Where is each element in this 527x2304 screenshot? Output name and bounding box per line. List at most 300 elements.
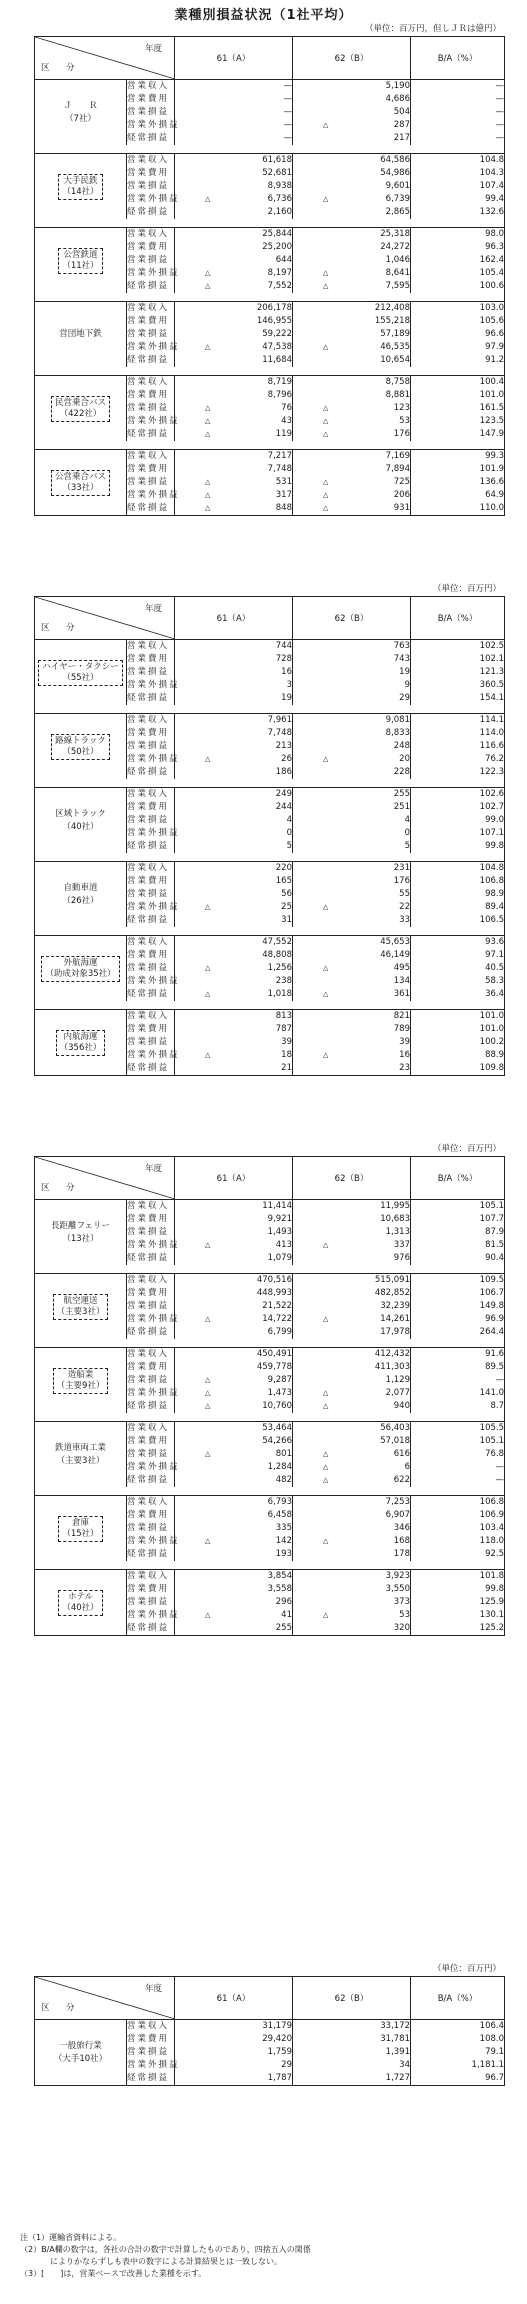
industry-label-cell [35, 1274, 127, 1340]
row-item-label: 営業損益 [127, 1301, 170, 1311]
row-item-label: 営業費用 [127, 876, 170, 886]
value-text: 1,473 [267, 1388, 292, 1398]
value-text: 7,748 [267, 464, 292, 474]
row-item-label: 営業収入 [127, 229, 170, 239]
row-item-label: 営業外損益 [127, 120, 180, 130]
value-text: 142 [275, 1536, 292, 1546]
row-item-label: 営業費用 [127, 1024, 170, 1034]
value-text: 57,189 [380, 329, 410, 339]
value-text: 743 [393, 654, 410, 664]
negative-mark: △ [205, 269, 211, 277]
row-item-label: 営業外損益 [127, 1388, 180, 1398]
group-spacer [35, 145, 505, 154]
negative-mark: △ [323, 1315, 329, 1323]
ratio-value: 162.4 [411, 254, 505, 267]
value-text: 52,681 [262, 168, 292, 178]
industry-name: 航空運送 [63, 1295, 98, 1306]
value-text: 186 [275, 767, 292, 777]
ratio-value: 97.9 [411, 341, 505, 354]
value-text: 8,641 [385, 268, 410, 278]
value-fy62 [293, 1609, 411, 1622]
ratio-value: — [411, 119, 505, 132]
ratio-value: 123.5 [411, 415, 505, 428]
value-text: 504 [393, 107, 410, 117]
value-fy62 [293, 476, 411, 489]
value-fy62 [293, 206, 411, 219]
value-fy62 [293, 1036, 411, 1049]
value-fy62 [293, 975, 411, 988]
ratio-value: 109.5 [411, 1274, 505, 1288]
row-item-label: 営業外損益 [127, 976, 180, 986]
header-year-label: 年度 [144, 44, 162, 54]
header-fy62: 62（B） [293, 1157, 411, 1200]
group-spacer [35, 1561, 505, 1570]
value-fy61 [175, 801, 293, 814]
ratio-value: — [411, 1474, 505, 1487]
value-fy62 [293, 653, 411, 666]
value-fy62 [293, 1062, 411, 1076]
value-text: 220 [275, 863, 292, 873]
value-text: 54,986 [380, 168, 410, 178]
negative-mark: △ [205, 755, 211, 763]
negative-mark: △ [205, 282, 211, 290]
value-text: 193 [275, 1549, 292, 1559]
ratio-value: 100.6 [411, 280, 505, 293]
value-fy62 [293, 988, 411, 1001]
table-row [35, 788, 505, 802]
ratio-value: 88.9 [411, 1049, 505, 1062]
value-fy62 [293, 1509, 411, 1522]
unit-label: （単位：百万円） [432, 1964, 501, 1974]
footnote-1: 注（1）運輸省資料による。 [20, 2233, 122, 2242]
industry-group [35, 936, 505, 1010]
value-text: 56,403 [380, 1423, 410, 1433]
value-fy61 [175, 788, 293, 802]
negative-mark: △ [323, 1389, 329, 1397]
industry-name: ハイヤー・タクシー [42, 661, 119, 672]
ratio-value: 114.0 [411, 727, 505, 740]
value-text: 25,200 [262, 242, 292, 252]
value-text: 4 [286, 815, 292, 825]
ratio-value: 114.1 [411, 714, 505, 728]
row-item-label: 営業外損益 [127, 754, 180, 764]
industry-label-cell [35, 936, 127, 1002]
table-row [35, 80, 505, 94]
value-text: 25 [281, 902, 292, 912]
industry-company-count: （11社） [62, 260, 99, 271]
value-text: 6,458 [267, 1510, 292, 1520]
value-text: 3,558 [267, 1584, 292, 1594]
footnote-2-cont: によりかならずしも表中の数字による計算結果とは一致しない。 [50, 2257, 282, 2266]
row-item-label: 営業収入 [127, 1423, 170, 1433]
negative-mark: △ [205, 1051, 211, 1059]
row-item-label: 営業外損益 [127, 416, 180, 426]
ratio-value: 105.6 [411, 315, 505, 328]
value-fy62 [293, 341, 411, 354]
industry-label-cell [35, 862, 127, 928]
improved-industry-box [38, 660, 123, 686]
negative-mark: △ [323, 404, 329, 412]
value-fy62 [293, 888, 411, 901]
value-fy61 [175, 666, 293, 679]
value-fy61 [175, 2046, 293, 2059]
table-row [35, 302, 505, 316]
value-text: 11,995 [380, 1201, 410, 1211]
value-fy62 [293, 801, 411, 814]
row-item-label: 営業外損益 [127, 1462, 180, 1472]
value-text: 976 [393, 1253, 410, 1263]
value-text: 45,653 [380, 937, 410, 947]
value-text: 39 [399, 1037, 410, 1047]
ratio-value: 104.8 [411, 862, 505, 876]
row-item-label: 営業費用 [127, 168, 170, 178]
unit-label: （単位：百万円） [432, 584, 501, 594]
ratio-value: 105.1 [411, 1200, 505, 1214]
row-item-label: 営業外損益 [127, 680, 180, 690]
industry-group [35, 714, 505, 788]
value-fy62 [293, 1435, 411, 1448]
value-fy61 [175, 341, 293, 354]
ratio-value: 125.2 [411, 1622, 505, 1636]
row-item-label: 営業損益 [127, 329, 170, 339]
value-text: 2,865 [385, 207, 410, 217]
value-fy61 [175, 1596, 293, 1609]
value-text: 5 [286, 841, 292, 851]
value-fy62 [293, 714, 411, 728]
industry-company-count: （422社） [59, 408, 102, 419]
table-row [35, 1010, 505, 1024]
value-text: 3,550 [385, 1584, 410, 1594]
ratio-value: 122.3 [411, 766, 505, 779]
value-fy61 [175, 1252, 293, 1265]
value-fy62 [293, 936, 411, 950]
value-text: 18 [281, 1050, 292, 1060]
industry-group [35, 2020, 505, 2086]
value-text: 228 [393, 767, 410, 777]
value-text: 64,586 [380, 155, 410, 165]
ratio-value: — [411, 93, 505, 106]
ratio-value: 105.4 [411, 267, 505, 280]
value-fy62 [293, 1622, 411, 1636]
industry-group [35, 1200, 505, 1274]
value-fy61 [175, 415, 293, 428]
value-fy61 [175, 1622, 293, 1636]
value-fy62 [293, 254, 411, 267]
table-row [35, 714, 505, 728]
negative-mark: △ [205, 491, 211, 499]
industry-label-cell [35, 2020, 127, 2086]
row-item-label: 営業損益 [127, 403, 170, 413]
negative-mark: △ [323, 1476, 329, 1484]
ratio-value: 107.1 [411, 827, 505, 840]
value-fy61 [175, 1274, 293, 1288]
value-text: 76 [281, 403, 292, 413]
value-text: 46,149 [380, 950, 410, 960]
value-text: 1,787 [267, 2073, 292, 2083]
value-text: 25,844 [262, 229, 292, 239]
value-fy61 [175, 1361, 293, 1374]
value-fy61 [175, 476, 293, 489]
ratio-value: 64.9 [411, 489, 505, 502]
row-item-label: 営業収入 [127, 303, 170, 313]
value-text: 9,601 [385, 181, 410, 191]
value-fy61 [175, 1400, 293, 1413]
value-fy62 [293, 914, 411, 927]
value-fy62 [293, 402, 411, 415]
improved-industry-box [53, 1294, 109, 1320]
profit-loss-table [34, 1156, 505, 1636]
row-item-label: 営業費用 [127, 94, 170, 104]
value-fy61 [175, 1583, 293, 1596]
header-corner [35, 1977, 175, 2020]
value-fy61 [175, 80, 293, 94]
value-text: 20 [399, 754, 410, 764]
value-text: 482,852 [374, 1288, 410, 1298]
value-text: 59,222 [262, 329, 292, 339]
value-fy62 [293, 119, 411, 132]
ratio-value: 101.0 [411, 1023, 505, 1036]
value-text: 5,190 [385, 81, 410, 91]
row-item-label: 経常損益 [127, 693, 170, 703]
value-text: 459,778 [256, 1362, 292, 1372]
table-row [35, 640, 505, 654]
value-text: 8,719 [267, 377, 292, 387]
ratio-value: 1,181.1 [411, 2059, 505, 2072]
industry-company-count: （356社） [59, 1042, 102, 1053]
ratio-value: 76.8 [411, 1448, 505, 1461]
ratio-value: 89.4 [411, 901, 505, 914]
industry-group [35, 154, 505, 228]
negative-mark: △ [323, 491, 329, 499]
ratio-value: 96.3 [411, 241, 505, 254]
row-item-label: 経常損益 [127, 767, 170, 777]
industry-name: 路線トラック [55, 735, 106, 746]
value-text: 801 [275, 1449, 292, 1459]
group-spacer [35, 1001, 505, 1010]
industry-name: 外航海運 [63, 957, 98, 968]
ratio-value: — [411, 106, 505, 119]
industry-label [35, 882, 126, 908]
ratio-value: 103.4 [411, 1522, 505, 1535]
value-text: 217 [393, 133, 410, 143]
improved-industry-box [58, 248, 102, 274]
negative-mark: △ [205, 1611, 211, 1619]
value-text: — [283, 120, 292, 130]
value-text: 622 [393, 1475, 410, 1485]
value-fy62 [293, 1361, 411, 1374]
industry-company-count: （主要9社） [56, 1380, 105, 1391]
value-text: 39 [281, 1037, 292, 1047]
value-fy62 [293, 1496, 411, 1510]
value-text: 1,079 [267, 1253, 292, 1263]
ratio-value: 58.3 [411, 975, 505, 988]
negative-mark: △ [323, 1537, 329, 1545]
value-text: 41 [281, 1610, 292, 1620]
industry-label-cell [35, 1010, 127, 1076]
industry-company-count: （13社） [62, 1233, 99, 1244]
industry-label-cell [35, 376, 127, 442]
value-text: 6,736 [267, 194, 292, 204]
ratio-value: 106.7 [411, 1287, 505, 1300]
ratio-value: 149.8 [411, 1300, 505, 1313]
ratio-value: 76.2 [411, 753, 505, 766]
ratio-value: 100.4 [411, 376, 505, 390]
header-fy62: 62（B） [293, 1977, 411, 2020]
value-fy61 [175, 1461, 293, 1474]
ratio-value: 106.9 [411, 1509, 505, 1522]
ratio-value: 99.8 [411, 1583, 505, 1596]
value-text: 19 [399, 667, 410, 677]
value-text: 19 [281, 693, 292, 703]
value-fy61 [175, 132, 293, 145]
row-item-label: 営業損益 [127, 181, 170, 191]
industry-company-count: （40社） [62, 1602, 99, 1613]
negative-mark: △ [323, 121, 329, 129]
row-item-label: 営業外損益 [127, 1314, 180, 1324]
value-fy62 [293, 1226, 411, 1239]
value-text: 4,686 [385, 94, 410, 104]
value-fy62 [293, 814, 411, 827]
ratio-value: 102.5 [411, 640, 505, 654]
negative-mark: △ [205, 1450, 211, 1458]
value-fy62 [293, 1300, 411, 1313]
row-item-label: 営業損益 [127, 2047, 170, 2057]
value-fy61 [175, 766, 293, 779]
value-fy62 [293, 80, 411, 94]
row-item-label: 営業収入 [127, 1275, 170, 1285]
value-text: 14,722 [262, 1314, 292, 1324]
value-text: 168 [393, 1536, 410, 1546]
industry-group [35, 640, 505, 714]
row-item-label: 営業外損益 [127, 2060, 180, 2070]
negative-mark: △ [205, 964, 211, 972]
group-spacer [35, 1265, 505, 1274]
header-year-label: 年度 [144, 1984, 162, 1994]
value-text: 249 [275, 789, 292, 799]
value-fy62 [293, 328, 411, 341]
value-text: 61,618 [262, 155, 292, 165]
value-text: 11,414 [262, 1201, 292, 1211]
table-row [35, 450, 505, 464]
ratio-value: 130.1 [411, 1609, 505, 1622]
value-fy62 [293, 962, 411, 975]
value-fy62 [293, 727, 411, 740]
value-fy61 [175, 463, 293, 476]
industry-label-cell [35, 1422, 127, 1488]
row-item-label: 営業外損益 [127, 1240, 180, 1250]
value-text: 0 [404, 828, 410, 838]
industry-label-cell [35, 640, 127, 706]
row-item-label: 経常損益 [127, 1623, 170, 1633]
value-fy61 [175, 241, 293, 254]
value-text: 848 [275, 503, 292, 513]
row-item-label: 営業外損益 [127, 828, 180, 838]
value-text: 33 [399, 915, 410, 925]
value-fy61 [175, 975, 293, 988]
negative-mark: △ [323, 343, 329, 351]
industry-name: 営団地下鉄 [59, 329, 102, 339]
row-item-label: 営業損益 [127, 255, 170, 265]
row-item-label: 営業費用 [127, 1436, 170, 1446]
ratio-value: — [411, 1374, 505, 1387]
value-text: 46,535 [380, 342, 410, 352]
ratio-value: 92.5 [411, 1548, 505, 1561]
table-row [35, 2020, 505, 2034]
value-text: 931 [393, 503, 410, 513]
ratio-value: 87.9 [411, 1226, 505, 1239]
value-text: 178 [393, 1549, 410, 1559]
value-fy62 [293, 1400, 411, 1413]
ratio-value: 105.1 [411, 1435, 505, 1448]
negative-mark: △ [323, 990, 329, 998]
value-text: 317 [275, 490, 292, 500]
value-text: 9,081 [385, 715, 410, 725]
value-fy62 [293, 2020, 411, 2034]
value-text: 47,552 [262, 937, 292, 947]
value-fy62 [293, 1326, 411, 1339]
value-text: 31,179 [262, 2021, 292, 2031]
industry-label-cell [35, 228, 127, 294]
value-fy62 [293, 840, 411, 853]
table-row [35, 228, 505, 242]
negative-mark: △ [205, 343, 211, 351]
row-item-label: 営業損益 [127, 815, 170, 825]
row-item-label: 営業費用 [127, 654, 170, 664]
negative-mark: △ [323, 1402, 329, 1410]
value-text: 450,491 [256, 1349, 292, 1359]
industry-name: 公営鉄道 [63, 249, 98, 260]
header-fy62: 62（B） [293, 37, 411, 80]
value-text: 6,799 [267, 1327, 292, 1337]
value-text: 789 [393, 1024, 410, 1034]
value-fy62 [293, 241, 411, 254]
industry-company-count: （26社） [62, 895, 99, 906]
value-text: 7,894 [385, 464, 410, 474]
header-fy61: 61（A） [175, 1157, 293, 1200]
industry-name: 民営乗合バス [54, 397, 106, 408]
row-item-label: 営業費用 [127, 464, 170, 474]
value-text: 212,408 [374, 303, 410, 313]
industry-name: Ｊ Ｒ [63, 100, 98, 111]
industry-company-count: （7社） [65, 113, 96, 124]
unit-label: （単位：百万円） [432, 1144, 501, 1154]
ratio-value: 90.4 [411, 1252, 505, 1265]
value-text: 9,921 [267, 1214, 292, 1224]
value-fy62 [293, 376, 411, 390]
negative-mark: △ [205, 504, 211, 512]
value-fy61 [175, 1326, 293, 1339]
value-text: 725 [393, 477, 410, 487]
value-text: 10,760 [262, 1401, 292, 1411]
ratio-value: 100.2 [411, 1036, 505, 1049]
value-text: 29 [281, 2060, 292, 2070]
value-fy61 [175, 1509, 293, 1522]
negative-mark: △ [323, 1450, 329, 1458]
table-row [35, 376, 505, 390]
value-fy61 [175, 679, 293, 692]
value-fy62 [293, 228, 411, 242]
ratio-value: — [411, 132, 505, 145]
ratio-value: 102.6 [411, 788, 505, 802]
ratio-value: 125.9 [411, 1596, 505, 1609]
value-fy61 [175, 1570, 293, 1584]
ratio-value: 99.3 [411, 450, 505, 464]
value-fy61 [175, 1226, 293, 1239]
row-item-label: 営業費用 [127, 390, 170, 400]
value-fy61 [175, 428, 293, 441]
value-text: 9 [404, 680, 410, 690]
value-fy61 [175, 2059, 293, 2072]
